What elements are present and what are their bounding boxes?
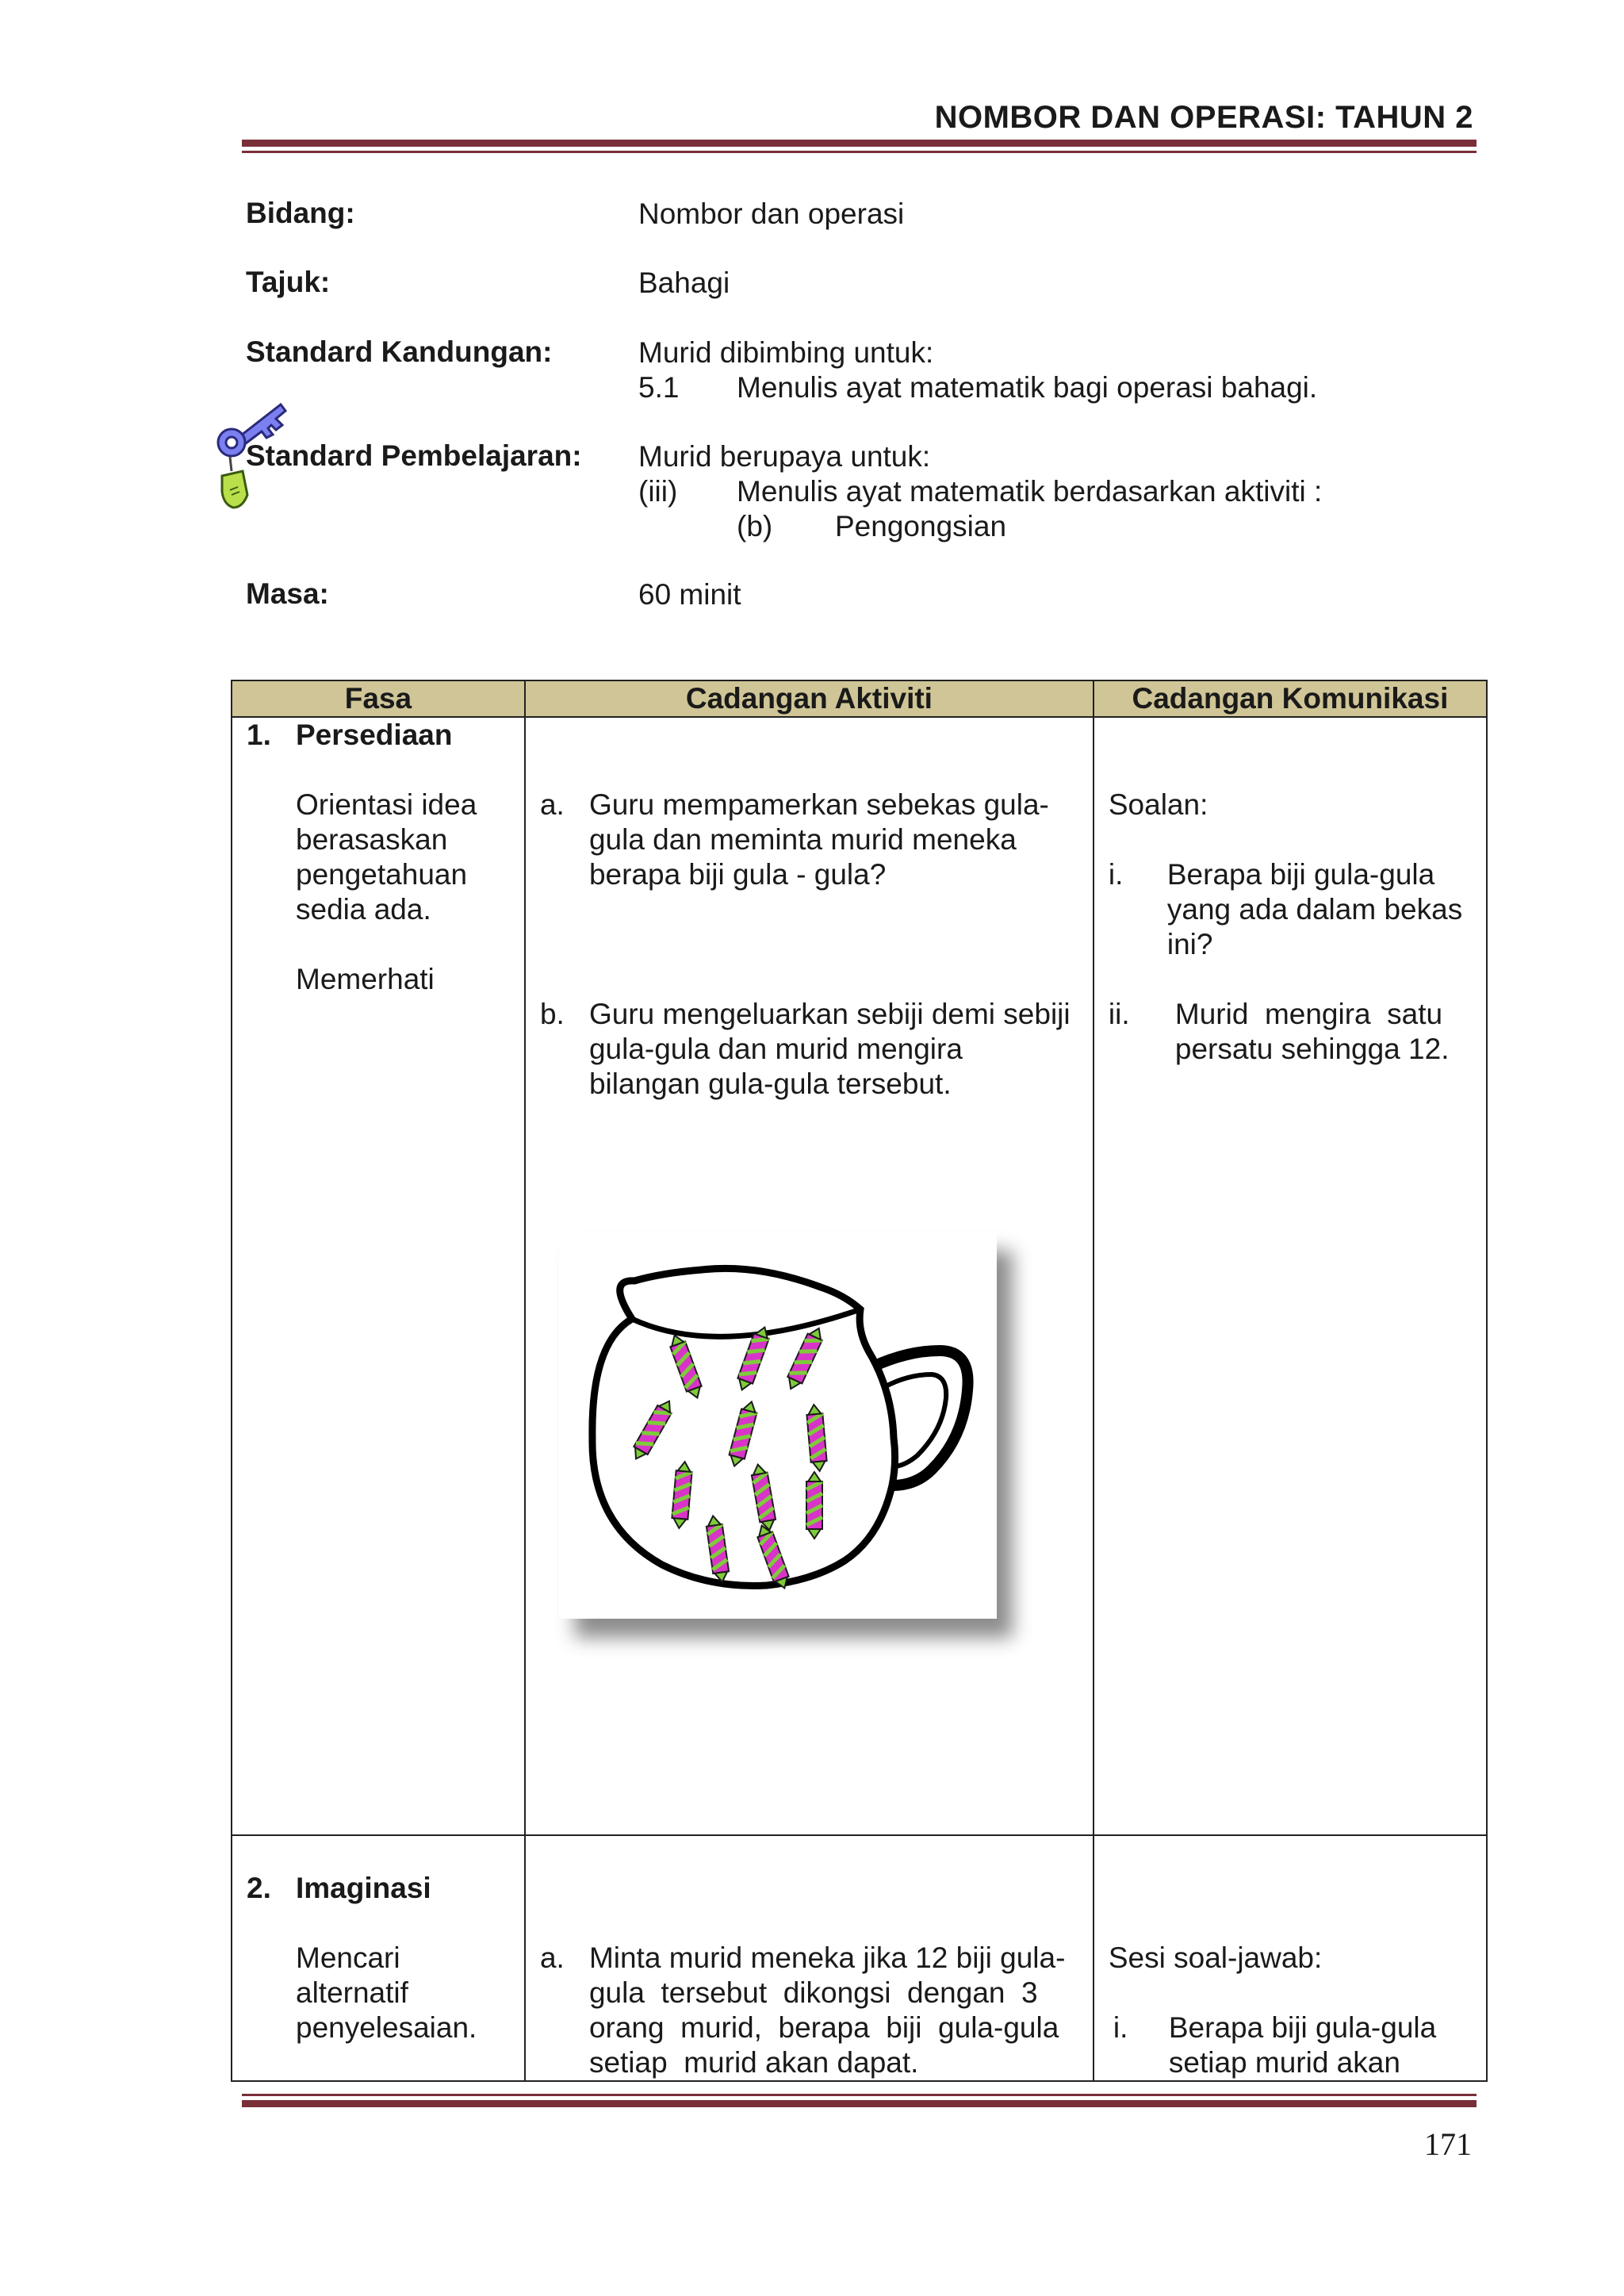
page-number: 171: [1424, 2126, 1472, 2162]
row1-phase-desc2: Memerhati: [296, 963, 435, 995]
candy-jug-image: [559, 1232, 997, 1619]
standard-pembelajaran-value: [638, 439, 1322, 544]
row2-phase-title: 2. Imaginasi: [247, 1872, 431, 1904]
row2-kom-head: Sesi soal-jawab:: [1108, 1941, 1323, 1974]
masa-value: 60 minit: [638, 578, 741, 611]
pembelajaran-intro: Murid berupaya untuk:: [638, 440, 931, 473]
pembelajaran-num: (iii): [638, 475, 678, 508]
row2-activity-a: a. Minta murid meneka jika 12 biji gula- gula tersebut dikongsi dengan 3 orang murid, berapa biji gula-gula setiap murid akan dapat.: [539, 1941, 1066, 2079]
kandungan-intro: Murid dibimbing untuk:: [638, 336, 934, 369]
standard-pembelajaran-label: Standard Pembelajaran:: [246, 439, 582, 472]
footer-rule: [242, 2094, 1477, 2107]
header-rule: [242, 140, 1477, 153]
tajuk-label: Tajuk:: [246, 266, 331, 298]
row2-phase-desc: Mencari alternatif penyelesaian.: [296, 1941, 477, 2044]
row1-phase-title: 1. Persediaan: [247, 719, 453, 751]
header-cadangan-komunikasi: Cadangan Komunikasi: [1094, 680, 1487, 717]
header-title: NOMBOR DAN OPERASI: TAHUN 2: [934, 100, 1473, 135]
row2-komunikasi-cell: [1094, 1835, 1487, 2081]
header-cadangan-aktiviti: Cadangan Aktiviti: [525, 680, 1094, 717]
standard-kandungan-value: [638, 335, 1317, 405]
row2-fasa-cell: [232, 1835, 525, 2081]
lesson-table: [231, 680, 1488, 2082]
tajuk-value: Bahagi: [638, 266, 730, 299]
table-row: [232, 717, 1487, 1835]
row1-kom-ii: ii. Murid mengira satu persatu sehingga 12.: [1108, 998, 1450, 1065]
row1-activity-b: b. Guru mengeluarkan sebiji demi sebiji gula-gula dan murid mengira bilangan gula-gula tersebut.: [539, 998, 1071, 1100]
row1-kom-head: Soalan:: [1108, 788, 1208, 821]
bidang-label: Bidang:: [246, 197, 355, 229]
header-fasa: Fasa: [232, 680, 525, 717]
row1-fasa-cell: [232, 717, 525, 1835]
bidang-value: Nombor dan operasi: [638, 197, 905, 230]
row1-activity-a: a. Guru mempamerkan sebekas gula- gula dan meminta murid meneka berapa biji gula - gula?: [539, 788, 1049, 891]
pembelajaran-sub-text: Pengongsian: [835, 510, 1007, 542]
table-header-row: [232, 680, 1487, 717]
row1-komunikasi-cell: [1094, 717, 1487, 1835]
pembelajaran-sub-num: (b): [737, 510, 773, 542]
row1-kom-i: i. Berapa biji gula-gula yang ada dalam bekas ini?: [1108, 858, 1463, 960]
row2-aktiviti-cell: [525, 1835, 1094, 2081]
row1-aktiviti-cell: [525, 717, 1094, 1835]
standard-kandungan-label: Standard Kandungan:: [246, 335, 553, 368]
row1-phase-desc: Orientasi idea berasaskan pengetahuan sedia ada. Memerhati: [247, 788, 524, 997]
pembelajaran-text: Menulis ayat matematik berdasarkan aktiviti :: [737, 475, 1323, 508]
kandungan-text: Menulis ayat matematik bagi operasi bahagi.: [737, 371, 1318, 404]
masa-label: Masa:: [246, 577, 329, 610]
table-row: [232, 1835, 1487, 2081]
row2-kom-i: i. Berapa biji gula-gula setiap murid akan: [1113, 2011, 1437, 2079]
kandungan-num: 5.1: [638, 371, 680, 404]
